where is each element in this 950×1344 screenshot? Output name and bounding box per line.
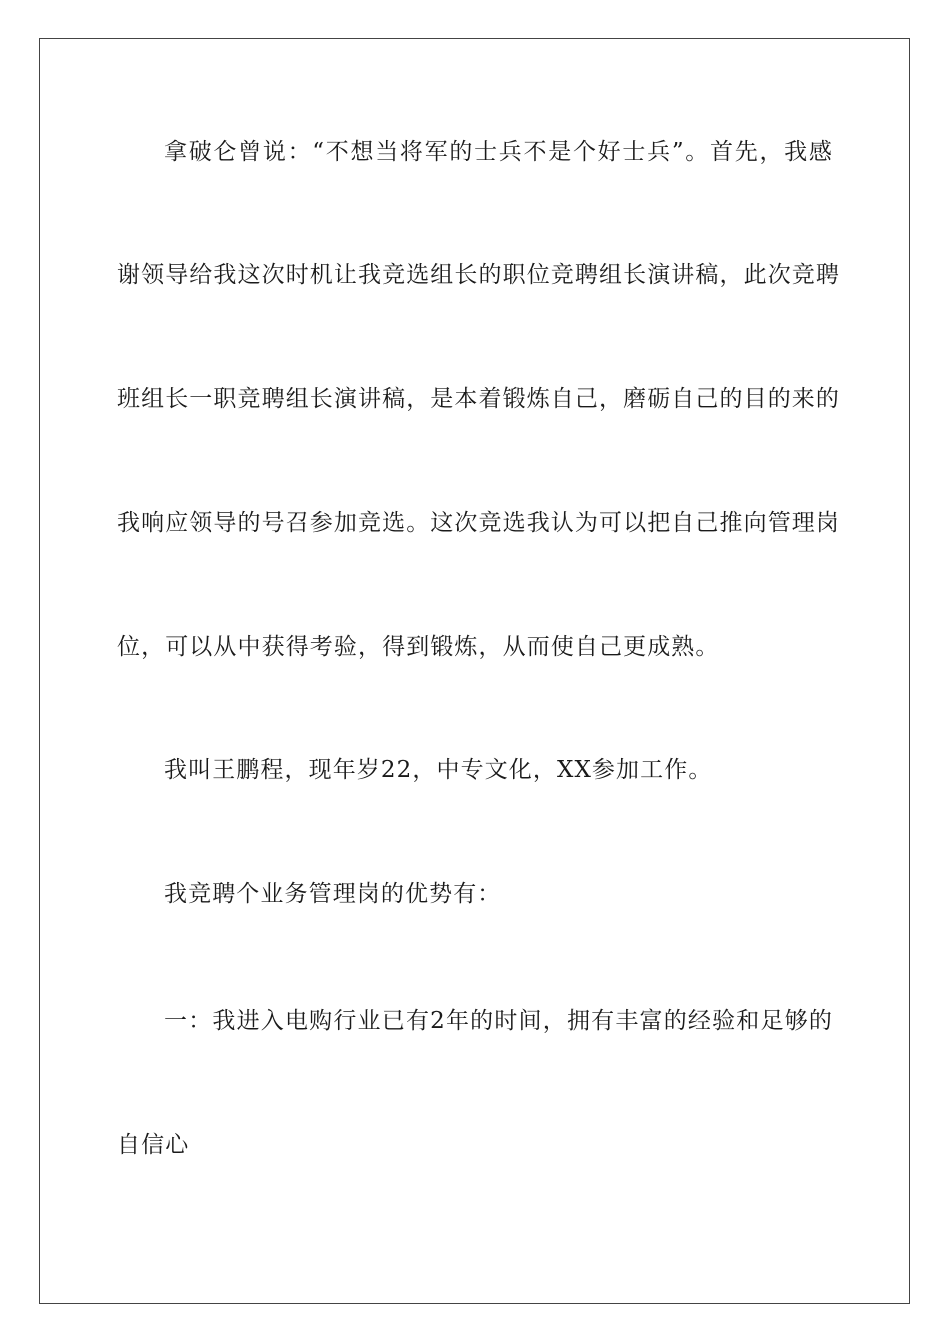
page-border	[39, 38, 910, 1304]
paragraph-1-line-2: 谢领导给我这次时机让我竞选组长的职位竞聘组长演讲稿，此次竞聘	[117, 262, 840, 288]
paragraph-4-line-2: 自信心	[117, 1132, 190, 1158]
paragraph-1-line-5: 位，可以从中获得考验，得到锻炼，从而使自己更成熟。	[117, 634, 720, 660]
paragraph-4-line-1: 一：我进入电购行业已有2年的时间，拥有丰富的经验和足够的	[164, 1008, 833, 1034]
paragraph-2: 我叫王鹏程，现年岁22，中专文化，XX参加工作。	[164, 757, 713, 783]
paragraph-1-line-1: 拿破仑曾说：“不想当将军的士兵不是个好士兵”。首先，我感	[164, 139, 833, 165]
paragraph-3: 我竞聘个业务管理岗的优势有：	[164, 881, 502, 907]
paragraph-1-line-4: 我响应领导的号召参加竞选。这次竞选我认为可以把自己推向管理岗	[117, 510, 840, 536]
paragraph-1-line-3: 班组长一职竞聘组长演讲稿，是本着锻炼自己，磨砺自己的目的来的	[117, 386, 840, 412]
